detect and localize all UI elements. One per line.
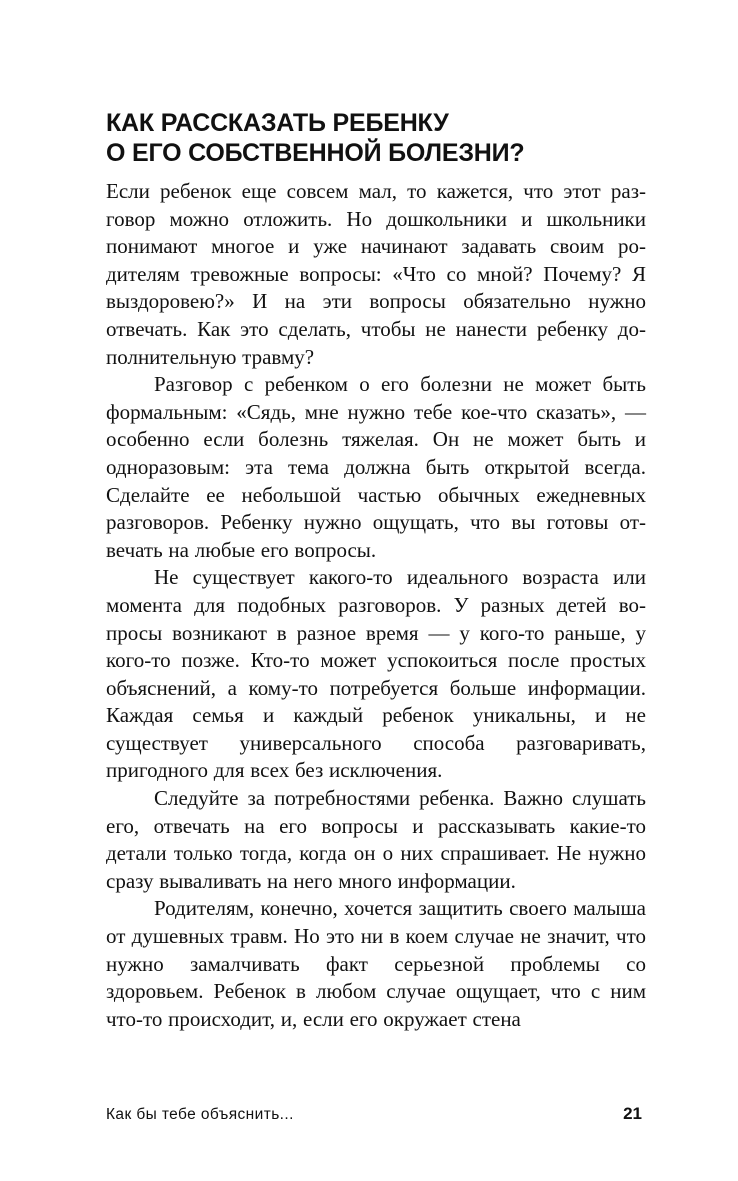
paragraph: Разговор с ребенком о его болезни не может быть формальным: «Сядь, мне нужно тебе кое-что сказать», — особенно если болезнь тяжелая. Он не может быть и одноразовым: эта тема должна быть открытой всегда. Сделайте ее небольшой частью обычных ежедневных разговоров. Ребенку нужно ощущать, что вы готовы отвечать на любые его вопросы. — [106, 372, 646, 562]
body-text — [106, 178, 646, 1033]
heading-line-1: КАК РАССКАЗАТЬ РЕБЕНКУ — [106, 109, 449, 137]
paragraph: Родителям, конечно, хочется защитить своего малыша от душевных травм. Но это ни в коем случае не значит, что нужно замалчивать факт серьезной проблемы со здоровьем. Ребенок в любом случае ощущает, что с ним что-то происходит, и, если его окружает стена — [106, 896, 646, 1031]
paragraph: Не существует какого-то идеального возраста или момента для подобных разговоров. У разных детей вопросы возникают в разное время — у кого-то раньше, у кого-то позже. Кто-то может успокоиться после простых объяснений, а кому-то потребуется больше информации. Каждая семья и каждый ребенок уникальны, и не существует универсального способа разговаривать, пригодного для всех без исключения. — [106, 565, 646, 783]
page-footer — [106, 1106, 646, 1130]
chapter-heading — [106, 108, 646, 168]
paragraph: Следуйте за потребностями ребенка. Важно слушать его, отвечать на его вопросы и рассказывать какие-то детали только тогда, когда он о них спрашивает. Не нужно сразу вываливать на него много информации. — [106, 786, 646, 893]
paragraph: Если ребенок еще совсем мал, то кажется, что этот разговор можно отложить. Но дошкольники и школьники понимают многое и уже начинают задавать своим родителям тревожные вопросы: «Что со мной? Почему? Я выздоровею?» И на эти вопросы обязательно нужно отвечать. Как это сделать, чтобы не нанести ребенку дополнительную травму? — [106, 179, 646, 369]
running-title: Как бы тебе объяснить... — [106, 1106, 294, 1123]
heading-line-2: О ЕГО СОБСТВЕННОЙ БОЛЕЗНИ? — [106, 139, 525, 167]
page-number: 21 — [623, 1104, 642, 1123]
